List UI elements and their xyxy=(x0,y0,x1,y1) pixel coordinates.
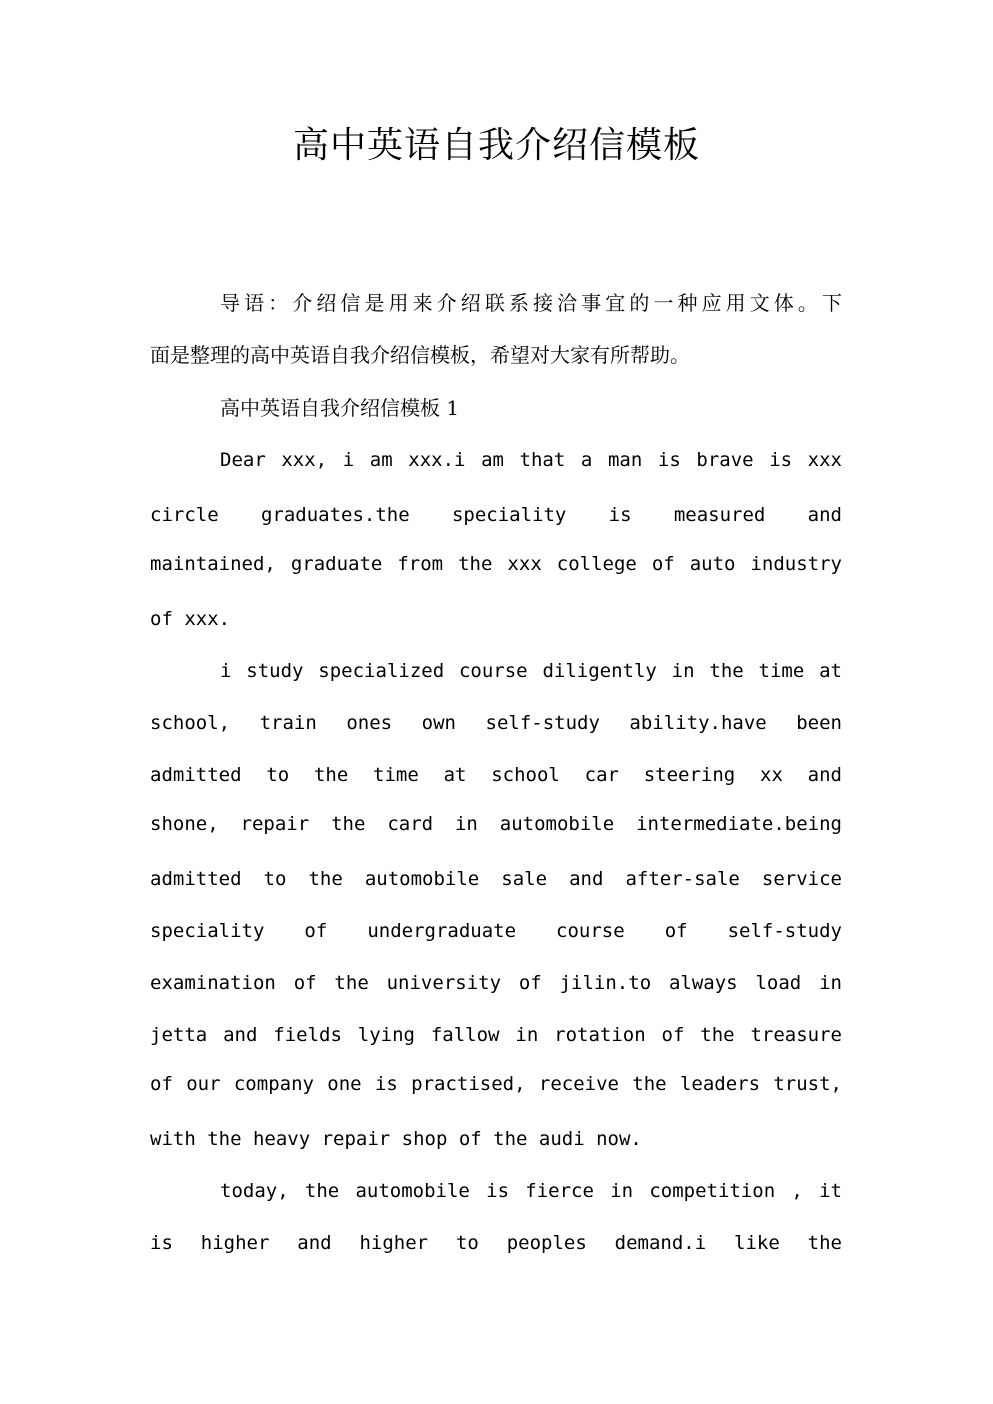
body-line: speciality of undergraduate course of self-study xyxy=(150,920,842,942)
body-line: circle graduates.the speciality is measured and xyxy=(150,504,842,526)
intro-line-2: 面是整理的高中英语自我介绍信模板，希望对大家有所帮助。 xyxy=(150,343,690,367)
body-line: maintained, graduate from the xxx college of auto industry xyxy=(150,553,842,575)
body-line: of our company one is practised, receive the leaders trust, xyxy=(150,1073,842,1095)
body-line: i study specialized course diligently in the time at xyxy=(220,660,842,682)
document-title: 高中英语自我介绍信模板 xyxy=(292,125,700,166)
body-line: school, train ones own self-study ability.have been xyxy=(150,712,842,734)
section-heading: 高中英语自我介绍信模板 1 xyxy=(220,396,460,420)
body-line: shone, repair the card in automobile intermediate.being xyxy=(150,813,842,835)
body-line: jetta and fields lying fallow in rotation of the treasure xyxy=(150,1024,842,1046)
body-line: admitted to the time at school car steering xx and xyxy=(150,764,842,786)
body-line: admitted to the automobile sale and after-sale service xyxy=(150,868,842,890)
body-line: with the heavy repair shop of the audi now. xyxy=(150,1128,642,1150)
body-line: examination of the university of jilin.to always load in xyxy=(150,972,842,994)
intro-line-1: 导语：介绍信是用来介绍联系接洽事宜的一种应用文体。下 xyxy=(220,291,842,315)
body-line: Dear xxx, i am xxx.i am that a man is brave is xxx xyxy=(220,449,842,471)
body-line: of xxx. xyxy=(150,608,231,630)
body-line: is higher and higher to peoples demand.i like the xyxy=(150,1232,842,1254)
body-line: today, the automobile is fierce in competition , it xyxy=(220,1180,842,1202)
